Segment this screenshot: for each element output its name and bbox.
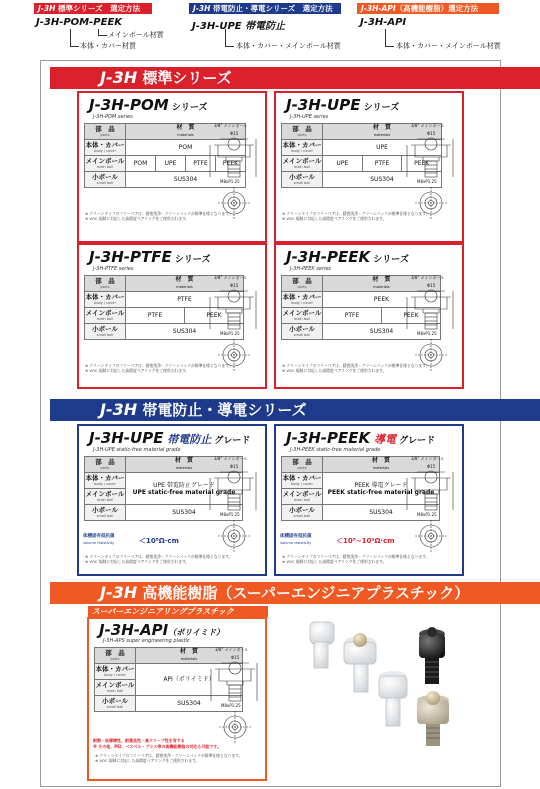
col-materials-text: 材 質 [174, 457, 193, 464]
api-warning-1: 耐熱・低摩擦性、耐薬品性・高クリープ性を有する [93, 738, 185, 743]
row-ball-label-text: メインボール [85, 490, 125, 498]
legend-static-note: 本体・カバー・メインボール材質 [236, 42, 341, 50]
row-ball-label-text: メインボール [282, 490, 322, 498]
dim-diameter-label: Φ15 [427, 131, 436, 136]
row-body-label [282, 473, 323, 489]
row-small-label [85, 505, 126, 521]
card-note-1: ※ クリーンタイプのフリーベアは、精密洗浄・クリーンパックが標準仕様となります。 [95, 753, 243, 758]
dim-thread-label: M8xP1.25 [417, 179, 437, 184]
row-body-label-en: body / cover [291, 301, 313, 305]
small-ball-material: SUS304 [323, 505, 440, 521]
resistivity-label-sub: volume resistivity [280, 541, 312, 545]
ball-material-option: PTFE [186, 156, 216, 172]
dim-ball-label: 3/8" メインボール [411, 275, 445, 280]
row-small-label [282, 324, 323, 340]
legend-standard-note2: 本体・カバー材質 [80, 42, 136, 50]
card-title [89, 96, 207, 114]
series-card-upe [274, 91, 464, 243]
small-ball-material: SUS304 [126, 505, 243, 521]
resistivity-label-sub: volume resistivity [83, 541, 115, 545]
col-parts-text: 部 品 [95, 277, 115, 285]
ball-material-option: PEEK [402, 156, 442, 172]
dim-diameter-label: Φ15 [230, 283, 239, 288]
col-materials-text: 材 質 [176, 124, 195, 131]
row-small-label-text: 小ボール [92, 325, 118, 333]
row-small-label-text: 小ボール [289, 325, 315, 333]
row-ball-label-text: メインボール [282, 157, 322, 165]
row-ball-label [85, 489, 126, 505]
legend-connector [70, 29, 79, 47]
col-parts-text: 部 品 [292, 458, 312, 466]
dim-ball-label: 3/8" メインボール [215, 647, 249, 652]
dim-diameter-label: Φ15 [230, 464, 239, 469]
bearing-drawing [207, 645, 262, 755]
card-subtitle: J-3H-PEEK series [290, 266, 332, 272]
row-ball-label-text: メインボール [282, 309, 322, 317]
row-ball-label-text: メインボール [85, 309, 125, 317]
col-parts-en: parts [297, 133, 307, 137]
ball-material-option: POM [126, 156, 156, 172]
col-materials-text: 材 質 [179, 648, 198, 655]
row-ball-label-en: main ball [96, 317, 114, 321]
card-title [99, 621, 224, 639]
row-small-label [282, 505, 323, 521]
body-ball-material-en: UPE static-free material grade [132, 488, 236, 496]
body-ball-material-jp: UPE 帯電防止グレード [153, 481, 215, 489]
legend-standard-header: J-3H 標準シリーズ 選定方法 [34, 3, 152, 14]
card-subtitle: J-3H-PTFE series [93, 266, 134, 272]
col-materials-en: materials [372, 466, 390, 470]
col-materials-en: materials [177, 133, 194, 137]
ball-material-option: PTFE [126, 308, 185, 324]
row-small-label-en: small ball [293, 333, 311, 337]
row-body-label-text: 本体・カバー [95, 665, 135, 673]
bearing-white-3 [379, 671, 407, 726]
card-title [89, 429, 250, 447]
card-note-1: ※ クリーンタイプのフリーベアは、精密洗浄・クリーンパックが標準仕様となります。 [282, 554, 430, 559]
card-note-2: ※ VOC 規制に対応した高精度ベアリングをご使用されます。 [85, 368, 190, 373]
card-subtitle: J-3H-APS super engineering plastic [103, 638, 190, 644]
col-materials-en: materials [176, 285, 193, 289]
row-body-label [282, 292, 323, 308]
resistivity-value: ＜10⁵~10⁹Ω·cm [336, 537, 395, 545]
card-title [286, 96, 399, 114]
dim-ball-label: 3/8" メインボール [411, 123, 445, 128]
dim-thread-label: M8xP1.25 [221, 703, 241, 708]
row-ball-label [282, 308, 323, 324]
dim-ball-label: 3/8" メインボール [214, 456, 248, 461]
body-material: PTFE [126, 292, 244, 308]
dim-diameter-label: Φ15 [427, 464, 436, 469]
card-title-suffix: グレード [211, 436, 251, 446]
small-ball-material: SUS304 [126, 324, 244, 340]
row-small-label-en: small ball [293, 181, 311, 185]
col-parts [95, 648, 136, 664]
resistivity-label [280, 534, 312, 546]
body-material: POM [126, 140, 246, 156]
row-small-label-en: small ball [96, 181, 114, 185]
card-title-suffix: シリーズ [171, 255, 211, 265]
series-card-peek [274, 243, 464, 389]
row-small-label-text: 小ボール [92, 506, 118, 514]
legend-static-code: J-3H-UPE 帯電防止 [192, 21, 286, 32]
card-subtitle: J-3H-UPE static-free material grade [93, 447, 181, 453]
row-body-label [85, 292, 126, 308]
col-materials-en: materials [373, 133, 391, 137]
card-title-suffix: グレード [395, 436, 436, 446]
resistivity-label-text: 体積固有抵抗値 [83, 534, 115, 539]
small-ball-material: SUS304 [323, 324, 441, 340]
row-body-label-text: 本体・カバー [282, 293, 322, 301]
row-small-label-text: 小ボール [102, 697, 128, 705]
row-small-label-text: 小ボール [289, 173, 315, 181]
col-parts-en: parts [100, 285, 110, 289]
dim-ball-label: 3/8" メインボール [214, 275, 248, 280]
bearing-peek [417, 691, 449, 746]
row-ball-label-en: main ball [293, 317, 311, 321]
card-title [89, 248, 210, 266]
ball-material-option: PTFE [362, 156, 402, 172]
card-title-jp: 帯電防止 [163, 433, 212, 446]
row-body-label-en: body / cover [94, 301, 116, 305]
row-ball-label-text: メインボール [85, 157, 125, 165]
section-header-api: J-3H 高機能樹脂（スーパーエンジニアプラスチック） [50, 582, 540, 604]
col-parts-text: 部 品 [95, 458, 115, 466]
row-small-label [282, 172, 323, 188]
small-ball-material: SUS304 [126, 172, 246, 188]
row-small-label-en: small ball [96, 333, 114, 337]
row-small-label-en: small ball [96, 514, 114, 518]
resistivity-value: ＜10⁸Ω·cm [139, 537, 179, 545]
legend-connector [385, 29, 394, 47]
col-parts-en: parts [100, 133, 110, 137]
row-body-label-text: 本体・カバー [85, 293, 125, 301]
ball-material-option: PTFE [323, 308, 382, 324]
card-note-2: ※ VOC 規制に対応した高精度ベアリングをご使用されます。 [85, 559, 190, 564]
row-ball-label [85, 156, 126, 172]
dim-diameter-label: Φ15 [231, 655, 240, 660]
resistivity-label [83, 534, 115, 546]
dim-thread-label: M8xP1.25 [220, 331, 240, 336]
col-parts [282, 457, 323, 473]
col-parts [282, 124, 323, 140]
dim-thread-label: M8xP1.25 [220, 512, 240, 517]
row-small-label-en: small ball [293, 514, 311, 518]
col-parts [85, 124, 126, 140]
small-ball-material: SUS304 [136, 696, 243, 712]
legend-connector [98, 29, 107, 36]
card-code: J-3H-PTFE [89, 248, 172, 266]
bearing-drawing [206, 454, 261, 564]
row-body-label [95, 664, 136, 680]
card-code: J-3H-API [99, 621, 169, 639]
card-title-suffix: シリーズ [370, 255, 409, 265]
dim-diameter-label: Φ15 [230, 131, 239, 136]
row-ball-label [282, 156, 323, 172]
card-note-1: ※ クリーンタイプのフリーベアは、精密洗浄・クリーンパックが標準仕様となります。 [85, 554, 233, 559]
col-parts-text: 部 品 [105, 649, 125, 657]
col-parts-en: parts [297, 285, 307, 289]
row-ball-label [95, 680, 136, 696]
bearing-drawing [403, 454, 458, 564]
bearing-black [419, 627, 445, 684]
section-header-standard: J-3H 標準シリーズ [50, 67, 540, 89]
row-body-label [85, 140, 126, 156]
card-code: J-3H-PEEK [286, 429, 371, 447]
body-ball-material-en: PEEK static-free material grade [327, 488, 435, 496]
dim-ball-label: 3/8" メインボール [214, 123, 248, 128]
series-card-upe-static [77, 424, 267, 576]
row-ball-label-en: main ball [293, 498, 311, 502]
legend-api-code: J-3H-API [360, 17, 407, 28]
row-body-label-text: 本体・カバー [282, 141, 322, 149]
series-card-pom [77, 91, 267, 243]
dim-ball-label: 3/8" メインボール [411, 456, 445, 461]
col-parts-text: 部 品 [95, 125, 115, 133]
body-ball-material: API（ポリイミド） [136, 664, 243, 696]
card-note-1: ※ クリーンタイプのフリーベアは、精密洗浄・クリーンパックが標準仕様となります。 [85, 211, 233, 216]
col-parts-text: 部 品 [292, 277, 312, 285]
legend-static-header: J-3H 帯電防止・導電シリーズ 選定方法 [189, 3, 341, 14]
product-photo [290, 612, 460, 782]
legend-standard-note1: メインボール材質 [108, 31, 164, 39]
card-note-2: ※ VOC 規制に対応した高精度ベアリングをご使用されます。 [85, 216, 190, 221]
col-parts-text: 部 品 [292, 125, 312, 133]
series-card-api [87, 617, 267, 781]
ball-material-option: PEEK [185, 308, 244, 324]
row-body-label-en: body / cover [291, 149, 313, 153]
col-materials-text: 材 質 [372, 124, 391, 131]
col-parts [85, 457, 126, 473]
card-subtitle: J-3H-UPE series [290, 114, 329, 120]
card-note-2: ※ VOC 規制に対応した高精度ベアリングをご使用されます。 [282, 559, 387, 564]
card-title-suffix: シリーズ [360, 103, 400, 113]
card-note-1: ※ クリーンタイプのフリーベアは、精密洗浄・クリーンパックが標準仕様となります。 [85, 363, 233, 368]
ball-material-option: PEEK [382, 308, 441, 324]
card-note-1: ※ クリーンタイプのフリーベアは、精密洗浄・クリーンパックが標準仕様となります。 [282, 211, 430, 216]
body-material: UPE [323, 140, 442, 156]
row-small-label [85, 172, 126, 188]
row-small-label-text: 小ボール [289, 506, 315, 514]
api-banner: スーパーエンジニアリングプラスチック [88, 606, 268, 617]
row-body-label [85, 473, 126, 489]
col-materials-en: materials [175, 466, 193, 470]
row-body-label-en: body / cover [94, 482, 116, 486]
col-materials-text: 材 質 [175, 276, 194, 283]
card-code: J-3H-PEEK [286, 248, 371, 266]
row-ball-label-text: メインボール [95, 681, 135, 689]
row-ball-label-en: main ball [96, 165, 114, 169]
dim-thread-label: M8xP1.25 [417, 331, 437, 336]
col-parts [282, 276, 323, 292]
col-parts [85, 276, 126, 292]
row-small-label [85, 324, 126, 340]
row-body-label [282, 140, 323, 156]
ball-material-option: UPE [323, 156, 363, 172]
col-parts-en: parts [110, 657, 120, 661]
row-small-label-en: small ball [106, 705, 124, 709]
col-parts-en: parts [100, 466, 110, 470]
card-code: J-3H-UPE [286, 96, 361, 114]
col-parts-en: parts [297, 466, 307, 470]
card-title-jp: （ポリイミド） [168, 628, 224, 637]
series-card-peek-conductive [274, 424, 464, 576]
col-materials-en: materials [180, 657, 198, 661]
card-note-2: ※ VOC 規制に対応した高精度ベアリングをご使用されます。 [282, 216, 387, 221]
row-ball-label [85, 308, 126, 324]
row-body-label-text: 本体・カバー [282, 474, 322, 482]
row-ball-label [282, 489, 323, 505]
card-title [286, 429, 435, 447]
card-note-1: ※ クリーンタイプのフリーベアは、精密洗浄・クリーンパックが標準仕様となります。 [282, 363, 430, 368]
legend-standard-code: J-3H-POM-PEEK [36, 17, 123, 28]
dim-diameter-label: Φ15 [427, 283, 436, 288]
series-card-ptfe [77, 243, 267, 389]
row-small-label [95, 696, 136, 712]
col-materials-text: 材 質 [371, 457, 390, 464]
row-small-label-text: 小ボール [92, 173, 118, 181]
card-code: J-3H-POM [89, 96, 169, 114]
col-materials-en: materials [373, 285, 390, 289]
row-body-label-en: body / cover [104, 673, 126, 677]
legend-api-note: 本体・カバー・メインボール材質 [396, 42, 501, 50]
card-title [286, 248, 409, 266]
card-note-2: ※ VOC 規制に対応した高精度ベアリングをご使用されます。 [95, 758, 200, 763]
card-title-suffix: シリーズ [168, 103, 208, 113]
col-materials-text: 材 質 [372, 276, 391, 283]
card-subtitle: J-3H-POM series [93, 114, 133, 120]
api-warning-2: ※ その他、PEI、ベスペル・プラス等の高機能樹脂の対応も可能です。 [93, 744, 221, 749]
bearing-white-2 [344, 633, 376, 692]
row-ball-label-en: main ball [293, 165, 311, 169]
row-body-label-en: body / cover [94, 149, 116, 153]
bearing-white-1 [310, 622, 334, 668]
row-body-label-text: 本体・カバー [85, 141, 125, 149]
ball-material-option: UPE [156, 156, 186, 172]
resistivity-label-text: 体積固有抵抗値 [280, 534, 312, 539]
card-code: J-3H-UPE [89, 429, 164, 447]
card-title-jp: 導電 [370, 433, 396, 446]
row-body-label-text: 本体・カバー [85, 474, 125, 482]
dim-thread-label: M8xP1.25 [417, 512, 437, 517]
body-material: PEEK [323, 292, 441, 308]
body-ball-material-jp: PEEK 導電グレード [354, 481, 408, 489]
ball-material-option: PEEK [216, 156, 246, 172]
row-body-label-en: body / cover [291, 482, 313, 486]
card-subtitle: J-3H-PEEK static-free material grade [290, 447, 381, 453]
legend-api-header: J-3H-API（高機能樹脂）選定方法 [357, 3, 499, 14]
small-ball-material: SUS304 [323, 172, 442, 188]
card-note-2: ※ VOC 規制に対応した高精度ベアリングをご使用されます。 [282, 368, 387, 373]
row-ball-label-en: main ball [106, 689, 124, 693]
section-header-static: J-3H 帯電防止・導電シリーズ [50, 399, 540, 421]
row-ball-label-en: main ball [96, 498, 114, 502]
dim-thread-label: M8xP1.25 [220, 179, 240, 184]
legend-connector [225, 29, 234, 47]
